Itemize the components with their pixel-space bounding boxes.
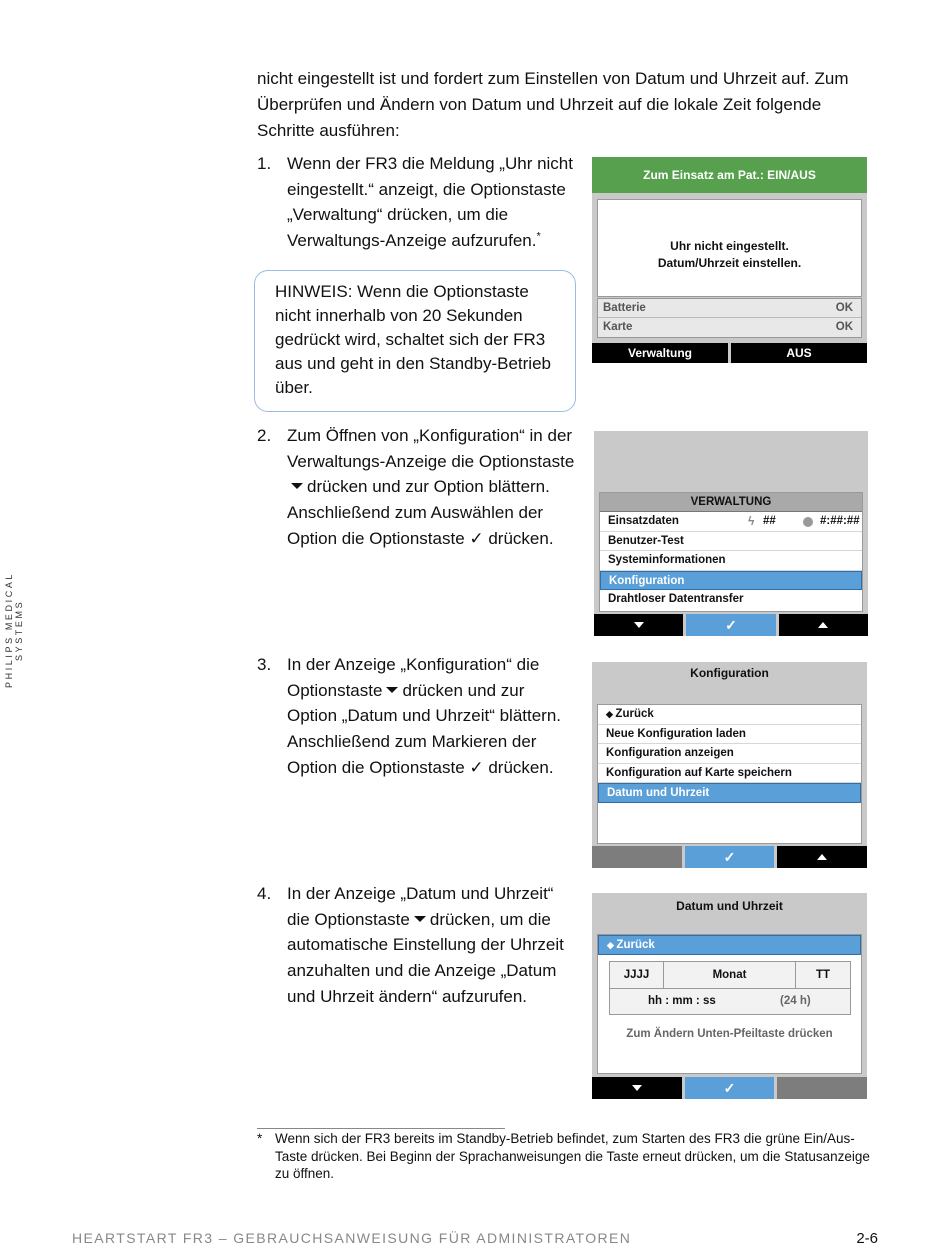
menu-item-neue-konfiguration[interactable]: Neue Konfiguration laden xyxy=(598,725,861,745)
down-arrow-icon xyxy=(414,916,426,922)
step-4 xyxy=(257,881,577,1010)
up-arrow-icon xyxy=(818,622,828,628)
intro-paragraph: nicht eingestellt ist und fordert zum Einstellen von Datum und Uhrzeit auf. Zum Überprüfen und Ändern von Datum und Uhrzeit auf die lokale Zeit folgende Schritte ausführen: xyxy=(257,69,849,140)
status-row-battery: Batterie OK xyxy=(598,299,861,318)
menu-item-back[interactable]: ◆ Zurück xyxy=(598,705,861,725)
menu-item-konfiguration-anzeigen[interactable]: Konfiguration anzeigen xyxy=(598,744,861,764)
screen-datum-uhrzeit xyxy=(592,893,867,1099)
menu-item-einsatzdaten[interactable]: Einsatzdaten ϟ ## #:##:## xyxy=(600,512,862,532)
page-number: 2-6 xyxy=(856,1230,878,1247)
menu-item-konfiguration[interactable]: Konfiguration xyxy=(600,571,862,591)
softkey-up[interactable] xyxy=(779,614,868,636)
month-field[interactable]: Monat xyxy=(664,962,796,988)
check-icon: ✓ xyxy=(723,848,736,865)
footnote-mark: * xyxy=(257,1131,263,1146)
bolt-icon: ϟ xyxy=(748,514,755,528)
hint-text: Zum Ändern Unten-Pfeiltaste drücken xyxy=(626,1028,833,1040)
softkey-select[interactable] xyxy=(686,614,775,636)
status-panel xyxy=(597,298,862,338)
softkey-aus[interactable]: AUS xyxy=(731,343,867,363)
menu-panel xyxy=(597,704,862,844)
day-field[interactable]: TT xyxy=(815,969,831,981)
menu-title: VERWALTUNG xyxy=(600,493,862,512)
screen-clock-not-set xyxy=(592,157,867,363)
step-2 xyxy=(257,423,577,552)
menu-item-systeminformationen[interactable]: Systeminformationen xyxy=(600,551,862,571)
note-text: HINWEIS: Wenn die Optionstaste nicht innerhalb von 20 Sekunden gedrückt wird, schaltet sich der FR3 aus und geht in den Standby-Betrieb über. xyxy=(275,282,551,397)
softkey-down[interactable] xyxy=(594,614,683,636)
footnote xyxy=(257,1130,882,1183)
menu-item-back[interactable]: ◆ Zurück xyxy=(598,935,861,955)
check-icon: ✓ xyxy=(725,616,737,633)
message-panel xyxy=(597,199,862,297)
screen-title: Konfiguration xyxy=(690,666,769,680)
footnote-divider xyxy=(257,1128,505,1129)
menu-item-datum-uhrzeit[interactable]: Datum und Uhrzeit xyxy=(598,783,861,803)
footnote-text: Wenn sich der FR3 bereits im Standby-Betrieb befindet, zum Starten des FR3 die grüne Ein/Aus-Taste drücken. Bei Beginn der Sprachanweisungen die Taste erneut drücken, um die Statusanzeige zu öffnen. xyxy=(275,1131,870,1181)
step-text: Wenn der FR3 die Meldung „Uhr nicht eingestellt.“ anzeigt, die Optionstaste „Verwaltung“ drücken, um die Verwaltungs-Anzeige aufzurufen.* xyxy=(287,154,573,251)
softkey-verwaltung[interactable]: Verwaltung xyxy=(592,343,728,363)
message-line-2: Datum/Uhrzeit einstellen. xyxy=(657,256,802,270)
down-arrow-icon xyxy=(632,1085,642,1091)
softkey-down[interactable] xyxy=(592,1077,682,1099)
down-arrow-icon xyxy=(634,622,644,628)
page-footer xyxy=(72,1230,878,1246)
year-field[interactable]: JJJJ xyxy=(610,962,664,988)
step-number: 1. xyxy=(257,154,272,173)
step-1 xyxy=(257,151,577,254)
step-3 xyxy=(257,652,577,781)
back-arrow-icon: ◆ xyxy=(607,940,617,950)
menu-panel xyxy=(599,492,863,612)
softkey-select[interactable] xyxy=(685,1077,775,1099)
note-box xyxy=(254,270,576,412)
footer-title: HEARTSTART FR3 – GEBRAUCHSANWEISUNG FÜR ADMINISTRATOREN xyxy=(72,1230,632,1246)
step-text: In der Anzeige „Konfiguration“ die Optionstaste drücken und zur Option „Datum und Uhrzeit“ blättern. Anschließend zum Markieren der Option die Optionstaste ✓ drücken. xyxy=(287,655,562,777)
footnote-mark: * xyxy=(536,230,541,243)
softkey-blank xyxy=(777,1077,867,1099)
side-label: PHILIPS MEDICAL SYSTEMS xyxy=(4,571,24,689)
screen-header: Zum Einsatz am Pat.: EIN/AUS xyxy=(592,157,867,193)
menu-item-drahtloser-datentransfer[interactable]: Drahtloser Datentransfer xyxy=(608,593,744,606)
softkey-blank xyxy=(592,846,682,868)
down-arrow-icon xyxy=(386,687,398,693)
clock-icon xyxy=(803,517,813,527)
softkey-up[interactable] xyxy=(777,846,867,868)
screen-title: Datum und Uhrzeit xyxy=(676,899,783,913)
time-field[interactable]: hh : mm : ss xyxy=(648,995,716,1007)
softkey-select[interactable] xyxy=(685,846,775,868)
step-text: In der Anzeige „Datum und Uhrzeit“ die Optionstaste drücken, um die automatische Einstellung der Uhrzeit anzuhalten und die Anzeige „Datum und Uhrzeit ändern“ aufzurufen. xyxy=(287,884,564,1006)
date-time-grid xyxy=(609,961,851,1015)
step-number: 3. xyxy=(257,655,272,674)
down-arrow-icon xyxy=(291,483,303,489)
step-number: 2. xyxy=(257,426,272,445)
time-format-label: (24 h) xyxy=(780,995,811,1007)
message-line-1: Uhr nicht eingestellt. xyxy=(670,239,789,253)
up-arrow-icon xyxy=(817,854,827,860)
check-icon: ✓ xyxy=(723,1079,736,1096)
date-time-panel xyxy=(597,934,862,1074)
screen-verwaltung xyxy=(594,431,868,636)
back-arrow-icon: ◆ xyxy=(606,709,616,719)
menu-item-benutzer-test[interactable]: Benutzer-Test xyxy=(600,532,862,552)
step-number: 4. xyxy=(257,884,272,903)
status-row-card: Karte OK xyxy=(603,321,853,333)
menu-item-konfiguration-speichern[interactable]: Konfiguration auf Karte speichern xyxy=(598,764,861,784)
step-text: Zum Öffnen von „Konfiguration“ in der Verwaltungs-Anzeige die Optionstastedrücken und zur Option blättern. Anschließend zum Auswählen der Option die Optionstaste ✓ drücken. xyxy=(287,426,575,548)
screen-konfiguration xyxy=(592,662,867,868)
